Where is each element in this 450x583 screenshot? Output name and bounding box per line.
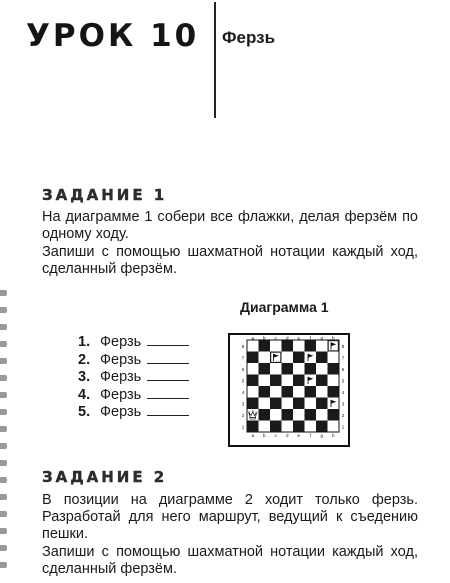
answer-blank[interactable]	[147, 351, 189, 364]
board-square	[328, 375, 340, 387]
rank-label: 2	[341, 412, 345, 418]
board-square	[316, 421, 328, 433]
binding-ring	[0, 545, 7, 551]
binding-ring	[0, 324, 7, 330]
rank-label: 1	[241, 424, 245, 430]
answer-line-3	[78, 368, 189, 386]
binding-ring	[0, 358, 7, 364]
answer-number: 2.	[78, 351, 91, 368]
answer-label: Ферзь	[100, 334, 142, 350]
flag-icon	[329, 399, 338, 408]
board-square	[316, 363, 328, 375]
answer-line-2	[78, 351, 189, 369]
answer-blank[interactable]	[147, 403, 189, 416]
board-square	[282, 398, 294, 410]
board-square	[293, 352, 305, 364]
lesson-topic: Ферзь	[222, 28, 276, 47]
binding-ring	[0, 494, 7, 500]
board-square	[259, 340, 271, 352]
file-label: g	[320, 433, 324, 438]
board-square	[247, 398, 259, 410]
board-square	[270, 398, 282, 410]
board-square	[247, 340, 259, 352]
rank-label: 7	[241, 355, 245, 361]
answer-line-5	[78, 403, 189, 421]
flag-icon	[271, 353, 280, 362]
answer-blank[interactable]	[147, 333, 189, 346]
board-square	[328, 421, 340, 433]
board-square	[305, 386, 317, 398]
file-label: d	[285, 433, 289, 438]
binding-ring	[0, 511, 7, 517]
rank-label: 6	[241, 366, 245, 372]
answer-label: Ферзь	[100, 369, 142, 386]
file-label: a	[251, 335, 255, 341]
diagram-caption: Диаграмма 1	[240, 299, 329, 315]
file-label: a	[251, 433, 255, 438]
board-square	[328, 409, 340, 421]
file-label: h	[331, 335, 335, 341]
file-label: f	[309, 335, 311, 341]
board-square	[270, 421, 282, 433]
rank-label: 3	[241, 401, 245, 407]
board-square	[282, 375, 294, 387]
board-square	[282, 409, 294, 421]
task1-paragraph-2: Запиши с помощью шахматной нотации каждый ход, сделанный ферзём.	[42, 244, 418, 277]
binding-ring	[0, 443, 7, 449]
board-square	[293, 421, 305, 433]
answer-number: 3.	[78, 369, 91, 386]
board-square	[328, 363, 340, 375]
board-square	[259, 352, 271, 364]
board-square	[282, 363, 294, 375]
binding-ring	[0, 477, 7, 483]
rank-label: 7	[341, 355, 345, 361]
binding-ring	[0, 392, 7, 398]
binding-ring	[0, 375, 7, 381]
rank-label: 6	[341, 366, 345, 372]
board-square	[316, 409, 328, 421]
board-square	[247, 352, 259, 364]
board-square	[270, 409, 282, 421]
board-square	[305, 340, 317, 352]
file-label: b	[262, 433, 266, 438]
board-square	[305, 421, 317, 433]
rank-label: 2	[241, 412, 245, 418]
binding-ring	[0, 528, 7, 534]
answer-blank[interactable]	[147, 368, 189, 381]
binding-ring	[0, 562, 7, 568]
board-square	[270, 363, 282, 375]
rank-label: 4	[241, 389, 245, 395]
board-square	[293, 340, 305, 352]
binding-ring	[0, 341, 7, 347]
board-square	[328, 352, 340, 364]
file-label: c	[274, 433, 277, 438]
board-square	[247, 363, 259, 375]
task1-heading: ЗАДАНИЕ 1	[42, 186, 168, 204]
board-square	[293, 398, 305, 410]
board-square	[293, 363, 305, 375]
board-square	[282, 340, 294, 352]
board-square	[316, 375, 328, 387]
rank-label: 5	[241, 378, 245, 384]
board-square	[282, 352, 294, 364]
board-square	[293, 375, 305, 387]
answer-label: Ферзь	[100, 404, 142, 421]
answer-label: Ферзь	[100, 351, 142, 368]
board-square	[305, 409, 317, 421]
board-square	[270, 375, 282, 387]
header-divider	[214, 2, 216, 118]
file-label: e	[297, 433, 301, 438]
rank-label: 8	[341, 343, 345, 349]
answer-label: Ферзь	[100, 386, 142, 403]
task2-paragraph-2: Запиши с помощью шахматной нотации каждый ход, сделанный ферзём.	[42, 544, 418, 577]
board-square	[293, 409, 305, 421]
file-label: d	[285, 335, 289, 341]
board-square	[259, 398, 271, 410]
answer-line-4	[78, 386, 189, 404]
board-square	[259, 409, 271, 421]
answer-number: 4.	[78, 386, 91, 403]
board-square	[316, 352, 328, 364]
board-square	[270, 386, 282, 398]
binding-ring	[0, 307, 7, 313]
board-square	[305, 363, 317, 375]
flag-icon	[306, 353, 315, 362]
answer-line-1	[78, 333, 189, 351]
file-label: f	[309, 433, 311, 438]
rank-label: 1	[341, 424, 345, 430]
file-label: e	[297, 335, 301, 341]
answer-list	[78, 333, 189, 421]
board-square	[259, 363, 271, 375]
file-label: h	[331, 433, 335, 438]
board-square	[270, 340, 282, 352]
board-square	[282, 386, 294, 398]
binding-ring	[0, 460, 7, 466]
answer-number: 5.	[78, 404, 91, 421]
board-square	[293, 386, 305, 398]
board-square	[305, 398, 317, 410]
answer-blank[interactable]	[147, 386, 189, 399]
board-square	[259, 386, 271, 398]
binding-ring	[0, 290, 7, 296]
board-square	[316, 340, 328, 352]
flag-icon	[329, 341, 338, 350]
board-square	[247, 386, 259, 398]
rank-label: 3	[341, 401, 345, 407]
board-square	[316, 398, 328, 410]
rank-label: 4	[341, 389, 345, 395]
chess-diagram	[228, 333, 350, 447]
flag-icon	[306, 376, 315, 385]
board-square	[247, 375, 259, 387]
rank-label: 8	[241, 343, 245, 349]
file-label: c	[274, 335, 277, 341]
answer-number: 1.	[78, 334, 91, 350]
board-square	[259, 421, 271, 433]
lesson-title: УРОК 10	[26, 18, 200, 54]
board-square	[247, 421, 259, 433]
file-label: g	[320, 335, 324, 341]
board-square	[316, 386, 328, 398]
board-square	[259, 375, 271, 387]
board-square	[328, 386, 340, 398]
task1-paragraph-1: На диаграмме 1 собери все флажки, делая ферзём по одному ходу.	[42, 209, 418, 242]
board-square	[282, 421, 294, 433]
file-label: b	[262, 335, 266, 341]
rank-label: 5	[341, 378, 345, 384]
chess-board	[239, 335, 345, 444]
task2-paragraph-1: В позиции на диаграмме 2 ходит только ферзь. Разработай для него маршрут, ведущий к съедению пешки.	[42, 492, 418, 542]
binding-ring	[0, 409, 7, 415]
task2-heading: ЗАДАНИЕ 2	[42, 468, 168, 486]
binding-ring	[0, 426, 7, 432]
